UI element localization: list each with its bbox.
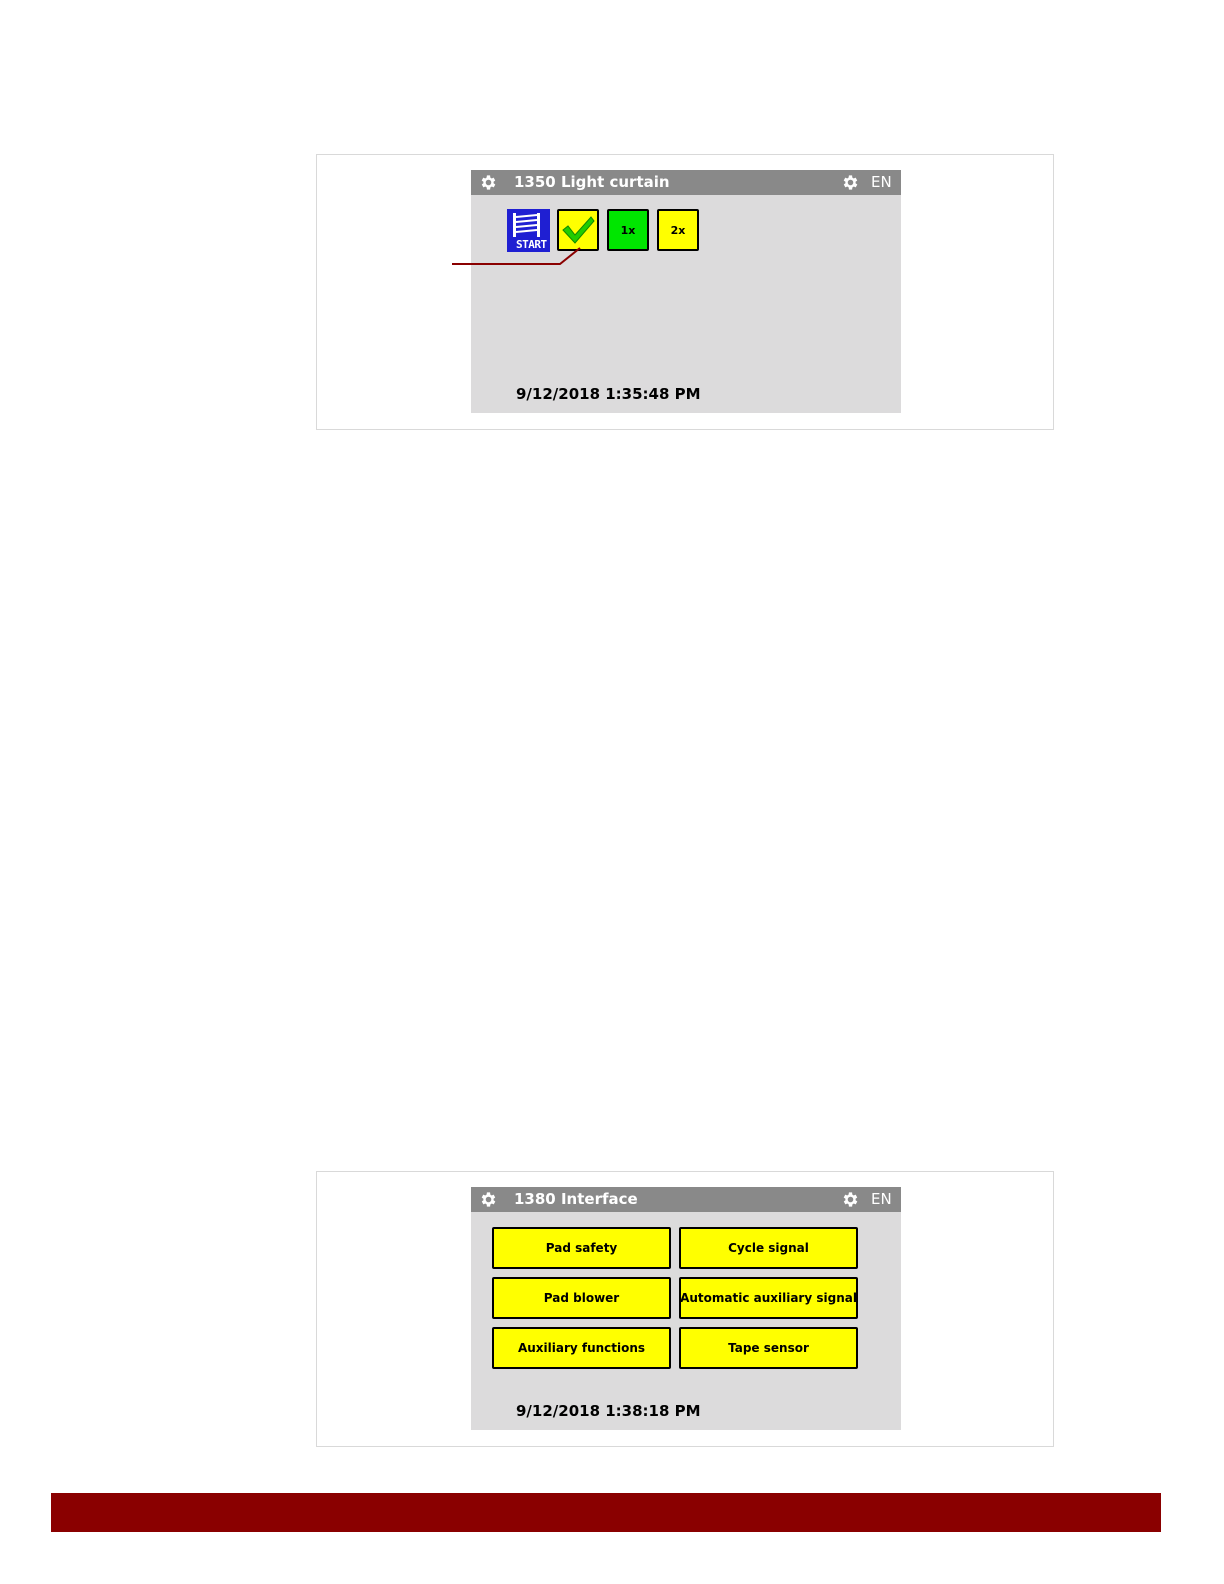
figure-light-curtain	[316, 154, 1054, 430]
start-label: START	[516, 238, 547, 251]
automatic-auxiliary-signal-button[interactable]: Automatic auxiliary signal	[679, 1277, 858, 1319]
gear-icon[interactable]	[841, 1190, 860, 1209]
page-title: 1380 Interface	[514, 1190, 638, 1208]
gear-icon[interactable]	[479, 173, 498, 192]
datetime-display: 9/12/2018 1:38:18 PM	[516, 1402, 701, 1420]
title-bar	[471, 170, 901, 195]
mode-1x-button[interactable]	[607, 209, 649, 251]
light-curtain-start-button[interactable]	[507, 209, 550, 252]
language-selector[interactable]: EN	[871, 1190, 892, 1208]
title-bar	[471, 1187, 901, 1212]
gear-icon[interactable]	[479, 1190, 498, 1209]
pad-safety-button[interactable]: Pad safety	[492, 1227, 671, 1269]
auxiliary-functions-button[interactable]: Auxiliary functions	[492, 1327, 671, 1369]
hmi-screen-interface	[471, 1187, 901, 1430]
checkmark-icon	[560, 214, 596, 246]
page-title: 1350 Light curtain	[514, 173, 670, 191]
pad-blower-button[interactable]: Pad blower	[492, 1277, 671, 1319]
hmi-screen-light-curtain	[471, 170, 901, 413]
language-selector[interactable]: EN	[871, 173, 892, 191]
figure-interface	[316, 1171, 1054, 1447]
mode-2x-label: 2x	[670, 223, 686, 237]
footer-bar	[51, 1493, 1161, 1532]
confirm-button[interactable]	[557, 209, 599, 251]
gear-icon[interactable]	[841, 173, 860, 192]
mode-2x-button[interactable]	[657, 209, 699, 251]
mode-1x-label: 1x	[620, 223, 636, 237]
cycle-signal-button[interactable]: Cycle signal	[679, 1227, 858, 1269]
tape-sensor-button[interactable]: Tape sensor	[679, 1327, 858, 1369]
datetime-display: 9/12/2018 1:35:48 PM	[516, 385, 701, 403]
